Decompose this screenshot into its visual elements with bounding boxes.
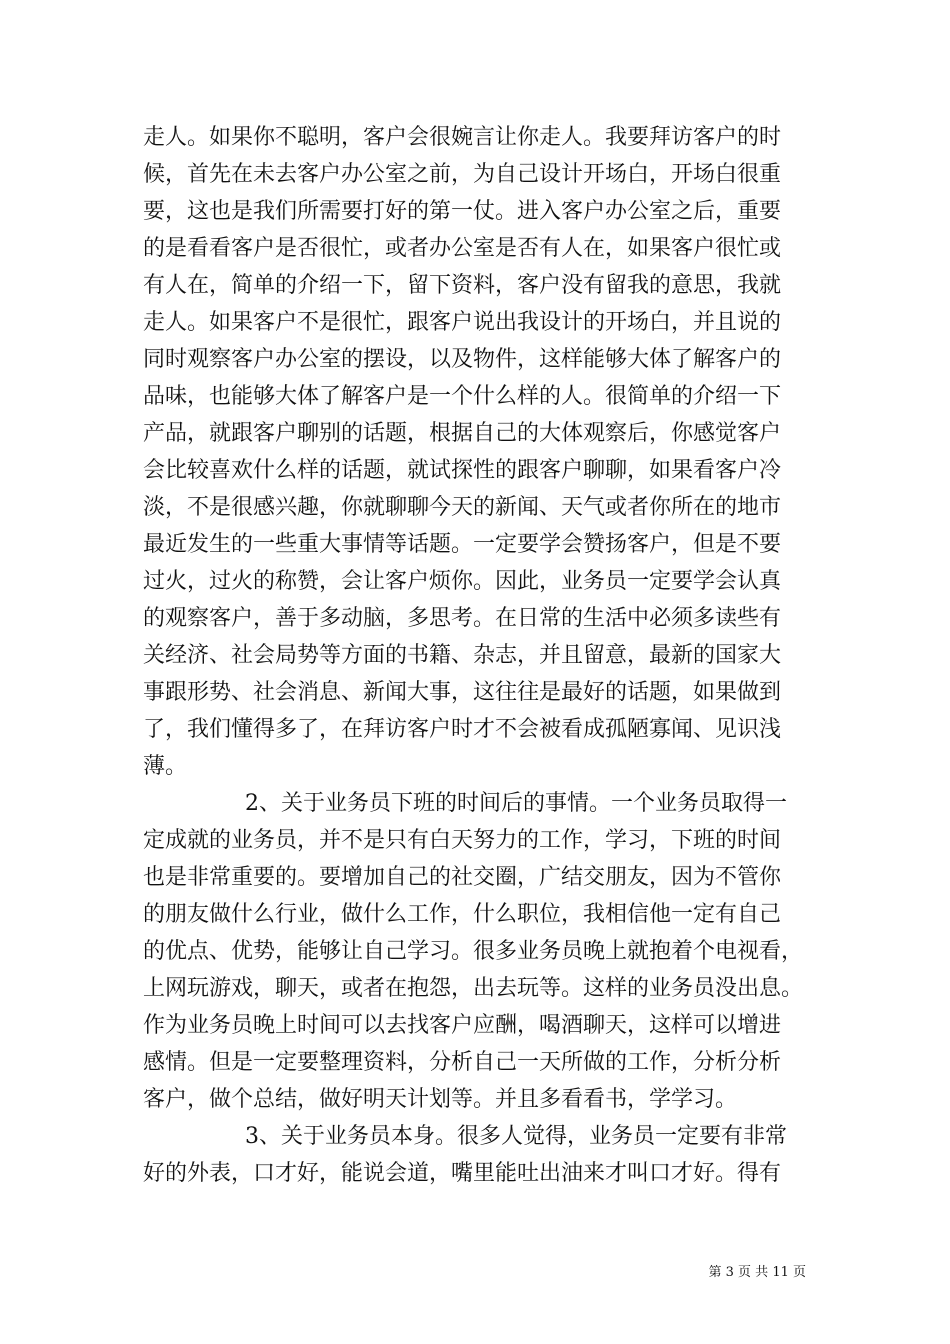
text-line: 薄。 [143,754,188,779]
text-line: 的是看看客户是否很忙，或者办公室是否有人在，如果客户很忙或 [143,236,782,261]
text-line: 走人。如果客户不是很忙，跟客户说出我设计的开场白，并且说的 [143,310,782,335]
text-line: 了，我们懂得多了，在拜访客户时才不会被看成孤陋寡闻、见识浅 [143,717,782,742]
text-line: 淡，不是很感兴趣，你就聊聊今天的新闻、天气或者你所在的地市 [143,495,782,520]
text-line: 感情。但是一定要整理资料，分析自己一天所做的工作，分析分析 [143,1050,782,1075]
text-line: 候，首先在未去客户办公室之前，为自己设计开场白，开场白很重 [143,162,782,187]
text-line: 品味，也能够大体了解客户是一个什么样的人。很简单的介绍一下 [143,384,782,409]
text-line: 有人在，简单的介绍一下，留下资料，客户没有留我的意思，我就 [143,273,782,298]
text-line: 的朋友做什么行业，做什么工作，什么职位，我相信他一定有自己 [143,902,782,927]
text-line: 要，这也是我们所需要打好的第一仗。进入客户办公室之后，重要 [143,199,782,224]
text-line: 上网玩游戏，聊天，或者在抱怨，出去玩等。这样的业务员没出息。 [143,976,804,1001]
text-line: 也是非常重要的。要增加自己的社交圈，广结交朋友，因为不管你 [143,865,782,890]
paragraph-start-line: 3、关于业务员本身。很多人觉得，业务员一定要有非常 [245,1124,787,1149]
text-line: 走人。如果你不聪明，客户会很婉言让你走人。我要拜访客户的时 [143,125,782,150]
text-line: 会比较喜欢什么样的话题，就试探性的跟客户聊聊，如果看客户冷 [143,458,782,483]
text-line: 作为业务员晚上时间可以去找客户应酬，喝酒聊天，这样可以增进 [143,1013,782,1038]
text-line: 好的外表，口才好，能说会道，嘴里能吐出油来才叫口才好。得有 [143,1161,782,1186]
text-line: 同时观察客户办公室的摆设，以及物件，这样能够大体了解客户的 [143,347,782,372]
page-number-footer: 第 3 页 共 11 页 [708,1265,806,1280]
text-line: 事跟形势、社会消息、新闻大事，这往往是最好的话题，如果做到 [143,680,782,705]
text-line: 过火，过火的称赞，会让客户烦你。因此，业务员一定要学会认真 [143,569,782,594]
paragraph-start-line: 2、关于业务员下班的时间后的事情。一个业务员取得一 [245,791,787,816]
text-line: 的观察客户，善于多动脑，多思考。在日常的生活中必须多读些有 [143,606,782,631]
text-line: 最近发生的一些重大事情等话题。一定要学会赞扬客户，但是不要 [143,532,782,557]
text-line: 产品，就跟客户聊别的话题，根据自己的大体观察后，你感觉客户 [143,421,782,446]
text-line: 的优点、优势，能够让自己学习。很多业务员晚上就抱着个电视看， [143,939,804,964]
text-line: 关经济、社会局势等方面的书籍、杂志，并且留意，最新的国家大 [143,643,782,668]
text-line: 定成就的业务员，并不是只有白天努力的工作，学习，下班的时间 [143,828,782,853]
text-line: 客户，做个总结，做好明天计划等。并且多看看书，学学习。 [143,1087,738,1112]
